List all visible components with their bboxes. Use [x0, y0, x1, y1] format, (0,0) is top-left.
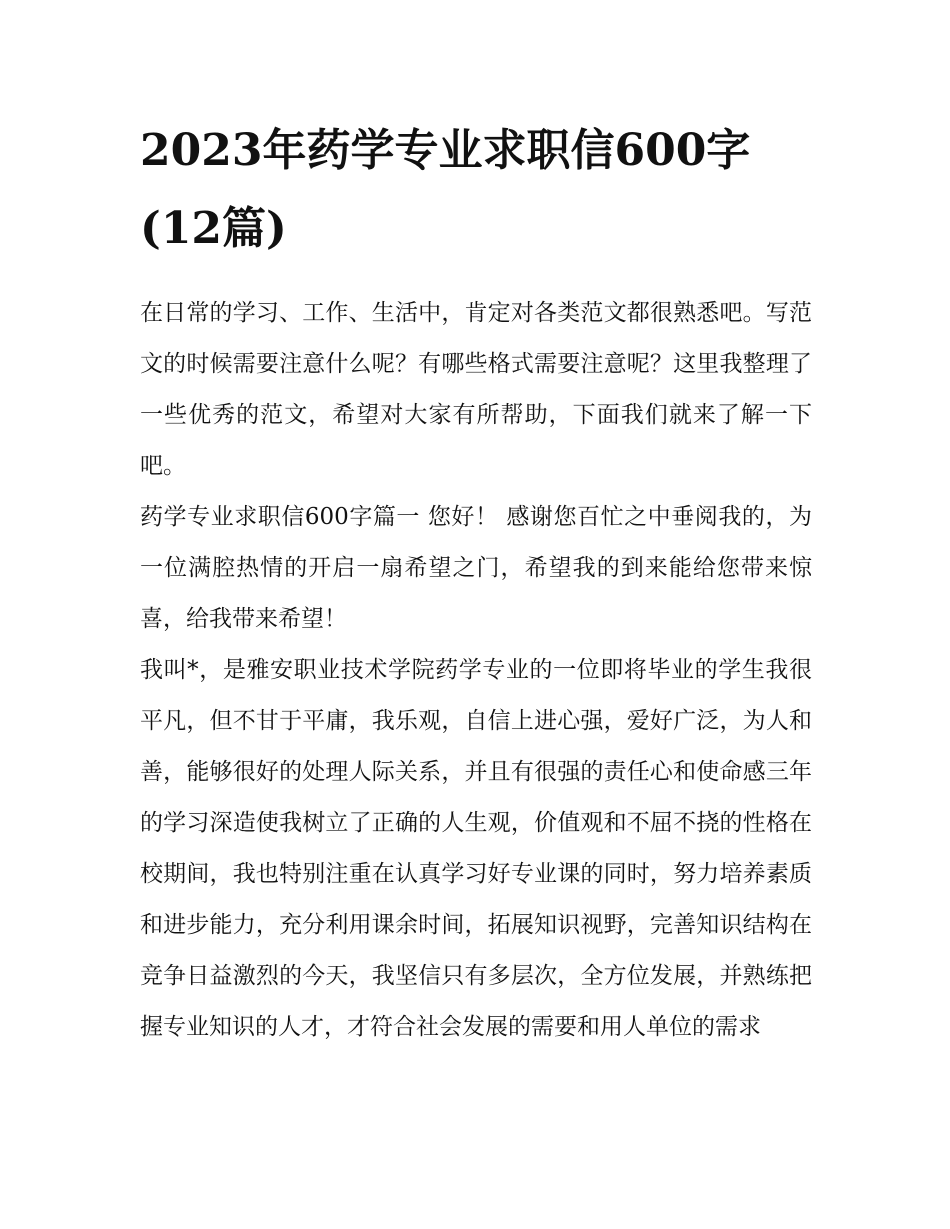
- intro-paragraph: 在日常的学习、工作、生活中，肯定对各类范文都很熟悉吧。写范文的时候需要注意什么呢？有哪些格式需要注意呢？这里我整理了一些优秀的范文，希望对大家有所帮助，下面我们就来了解一下吧。: [140, 300, 812, 479]
- document-page: [140, 112, 812, 1053]
- self-introduction-paragraph: 我叫*，是雅安职业技术学院药学专业的一位即将毕业的学生我很平凡，但不甘于平庸，我乐观，自信上进心强，爱好广泛，为人和善，能够很好的处理人际关系，并且有很强的责任心和使命感三年的学习深造使我树立了正确的人生观，价值观和不屈不挠的性格在校期间，我也特别注重在认真学习好专业课的同时，努力培养素质和进步能力，充分利用课余时间，拓展知识视野，完善知识结构在竞争日益激烈的今天，我坚信只有多层次，全方位发展，并熟练把握专业知识的人才，才符合社会发展的需要和用人单位的需求: [140, 657, 812, 1040]
- document-title: 2023年药学专业求职信600字(12篇): [140, 125, 751, 254]
- letter-opening-paragraph: 药学专业求职信600字篇一 您好！ 感谢您百忙之中垂阅我的，为一位满腔热情的开启一扇希望之门，希望我的到来能给您带来惊喜，给我带来希望！: [140, 504, 812, 632]
